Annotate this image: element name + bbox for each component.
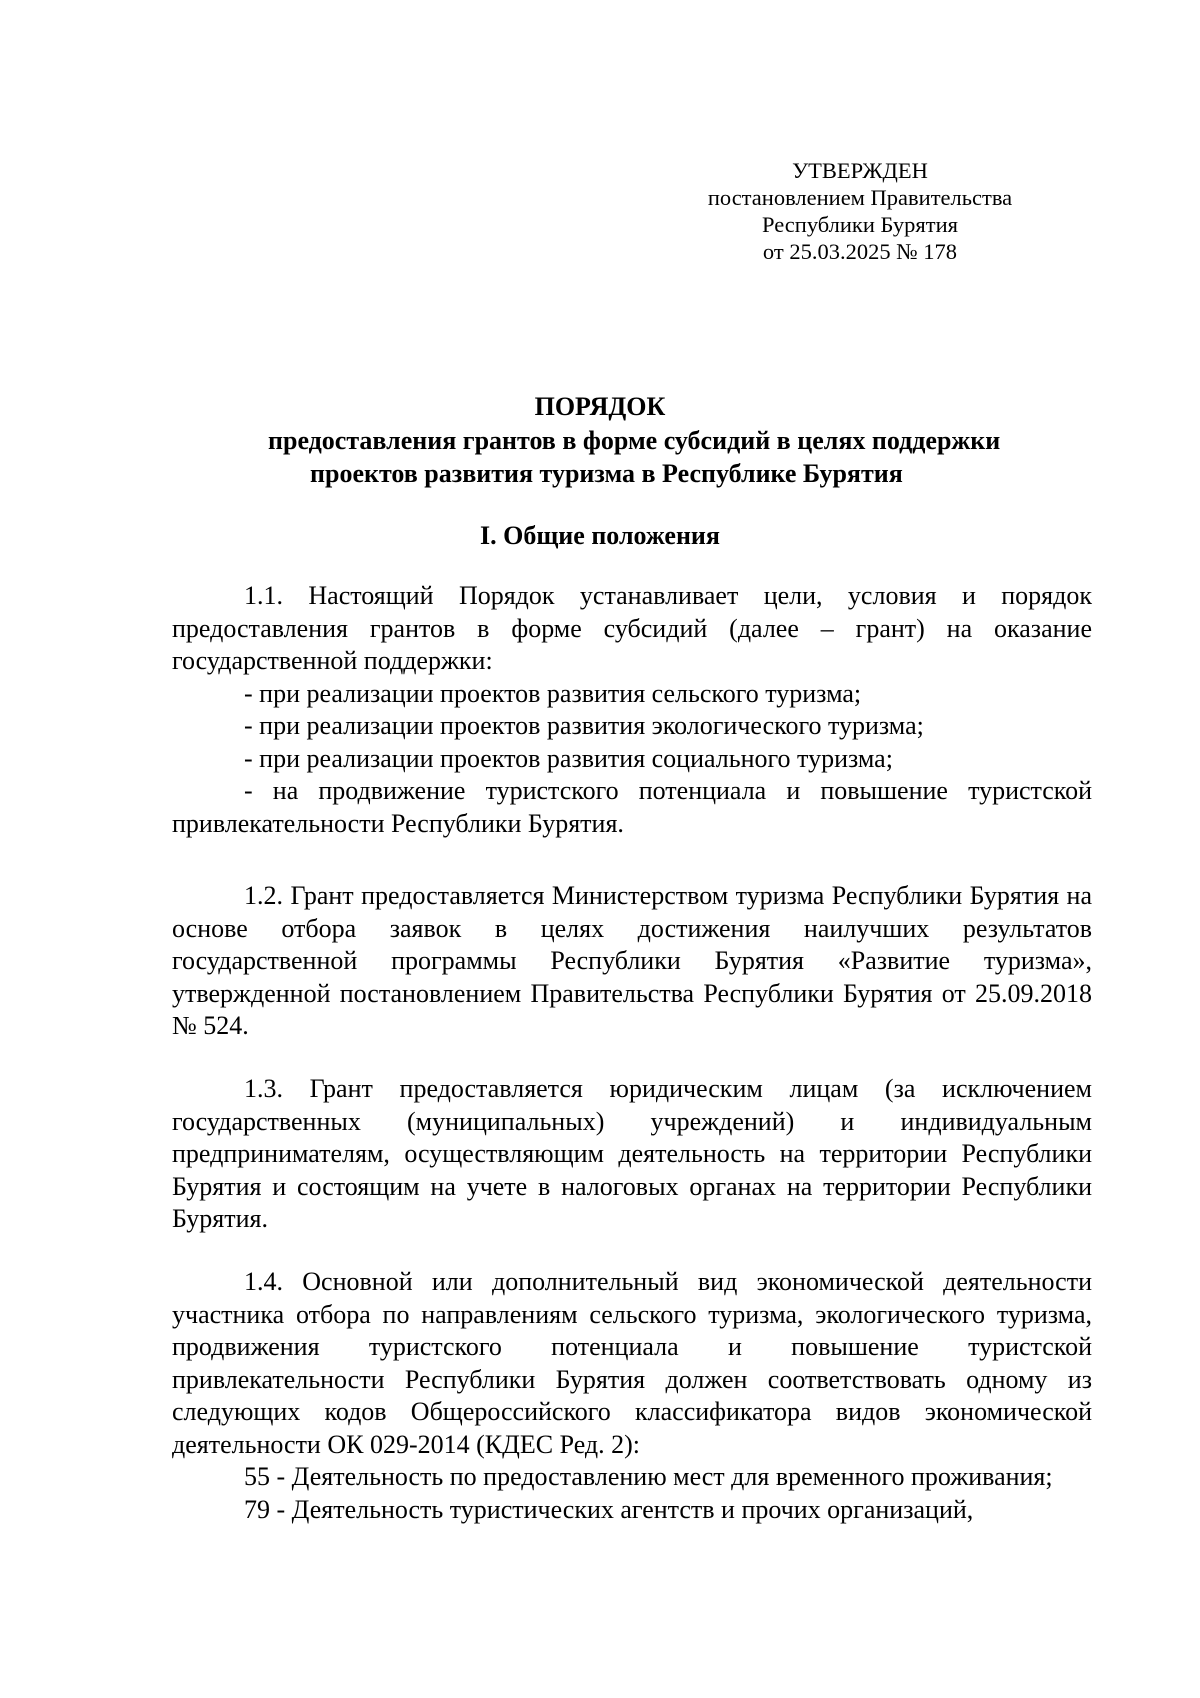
approval-line-date-number: от 25.03.2025 № 178 [762, 239, 958, 264]
title-line-3: проектов развития туризма в Республике Бурятия [310, 459, 903, 488]
paragraph-1-1-text: 1.1. Настоящий Порядок устанавливает цели, условия и порядок предоставления грантов в форме субсидий (далее – грант) на оказание государственной поддержки: [172, 581, 1092, 675]
list-item: - при реализации проектов развития экологического туризма; [244, 711, 924, 740]
paragraph-1-2 [172, 880, 1092, 1043]
approval-line-resolution: постановлением Правительства [707, 185, 1013, 210]
list-item: - при реализации проектов развития сельского туризма; [244, 678, 862, 708]
list-item: 79 - Деятельность туристических агентств и прочих организаций, [244, 1494, 974, 1524]
title-line-1: ПОРЯДОК [534, 392, 666, 421]
list-item: - на продвижение туристского потенциала и повышение туристской привлекательности Республики Бурятия. [172, 776, 1092, 838]
paragraph-1-1 [172, 580, 1092, 840]
paragraph-1-3 [172, 1073, 1092, 1236]
approval-line-approved: УТВЕРЖДЕН [792, 158, 928, 183]
paragraph-1-4 [172, 1266, 1092, 1526]
list-item: - при реализации проектов развития социального туризма; [244, 743, 893, 773]
section-heading: I. Общие положения [480, 521, 720, 550]
paragraph-1-2-text: 1.2. Грант предоставляется Министерством туризма Республики Бурятия на основе отбора заявок в целях достижения наилучших результатов государственной программы Республики Бурятия «Развитие туризма», утвержденной постановлением Правительства Республики Бурятия от 25.09.2018 № 524. [172, 881, 1092, 1040]
paragraph-1-3-text: 1.3. Грант предоставляется юридическим лицам (за исключением государственных (муниципальных) учреждений) и индивидуальным предпринимателям, осуществляющим деятельность на территории Республики Бурятия и состоящим на учете в налоговых органах на территории Республики Бурятия. [172, 1074, 1092, 1233]
paragraph-1-4-text: 1.4. Основной или дополнительный вид экономической деятельности участника отбора по направлениям сельского туризма, экологического туризма, продвижения туристского потенциала и повышение туристской привлекательности Республики Бурятия должен соответствовать одному из следующих кодов Общероссийского классификатора видов экономической деятельности ОК 029-2014 (КДЕС Ред. 2): [172, 1267, 1092, 1459]
approval-line-republic: Республики Бурятия [762, 212, 958, 237]
approval-stamp [690, 157, 1030, 265]
list-item: 55 - Деятельность по предоставлению мест для временного проживания; [244, 1462, 1053, 1491]
title-line-2: предоставления грантов в форме субсидий в целях поддержки [268, 426, 1001, 455]
